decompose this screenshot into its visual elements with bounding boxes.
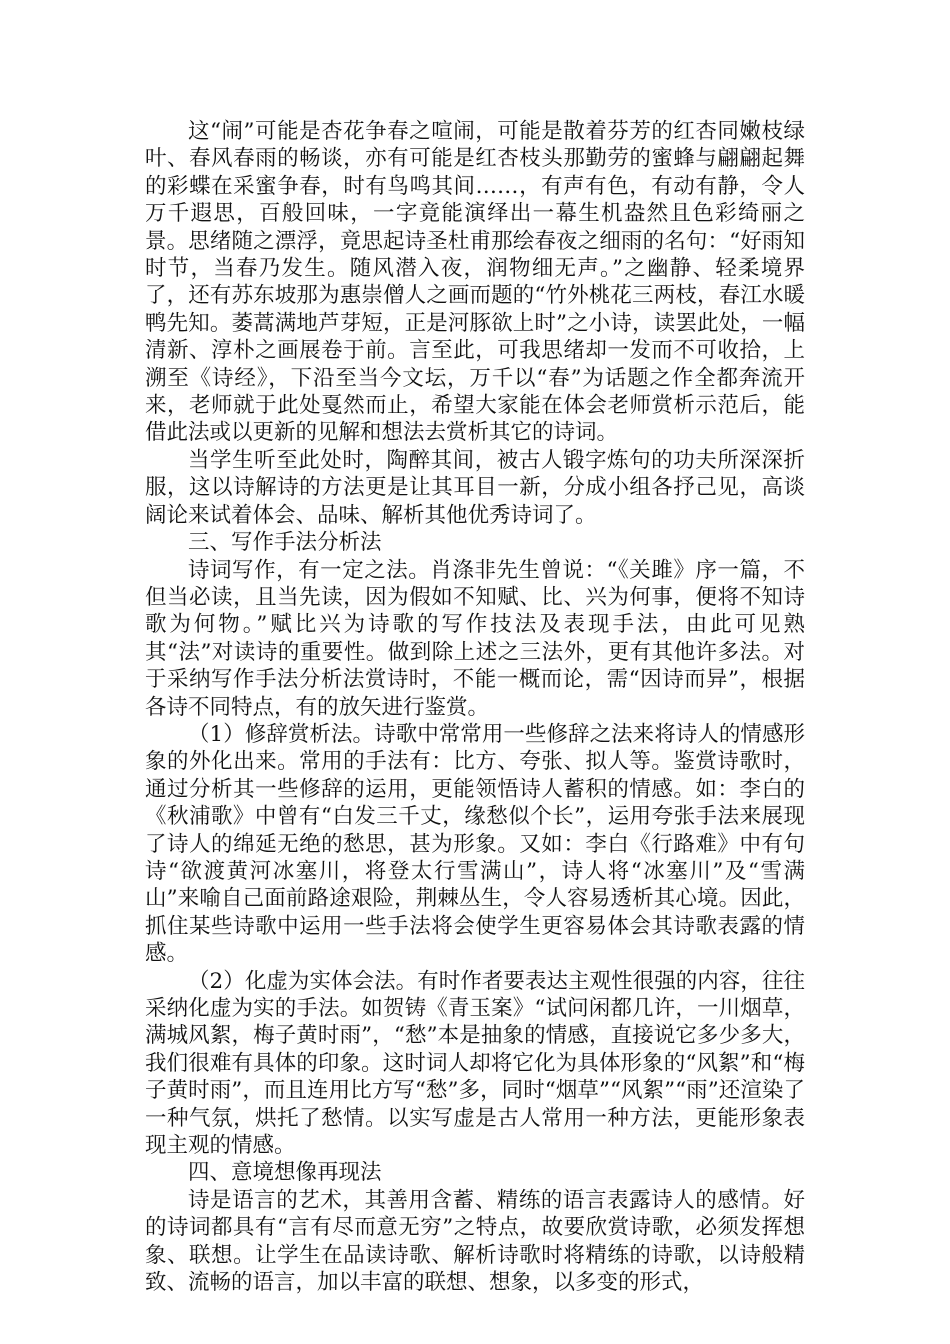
paragraph-student-reaction: 当学生听至此处时，陶醉其间，被古人锻字炼句的功夫所深深折服，这以诗解诗的方法更是让其耳目一新，分成小组各抒己见，高谈阔论来试着体会、品味、解析其他优秀诗词了。 (145, 447, 805, 528)
paragraph-imagery-intro: 诗是语言的艺术，其善用含蓄、精练的语言表露诗人的感情。好的诗词都具有“言有尽而意无穷”之特点，故要欣赏诗歌，必须发挥想象、联想。让学生在品读诗歌、解析诗歌时将精练的诗歌，以诗般精致、流畅的语言，加以丰富的联想、想象，以多变的形式， (145, 1187, 805, 1296)
document-body (145, 118, 805, 1296)
paragraph-abstract-to-concrete: （2）化虚为实体会法。有时作者要表达主观性很强的内容，往往采纳化虚为实的手法。如贺铸《青玉案》“试问闲都几许，一川烟草，满城风絮，梅子黄时雨”，“愁”本是抽象的情感，直接说它多少多大，我们很难有具体的印象。这时词人却将它化为具体形象的“风絮”和“梅子黄时雨”，而且连用比方写“愁”多，同时“烟草”“风絮”“雨”还渲染了一种气氛，烘托了愁情。以实写虚是古人常用一种方法，更能形象表现主观的情感。 (145, 968, 805, 1159)
paragraph-rhetoric-method: （1）修辞赏析法。诗歌中常常用一些修辞之法来将诗人的情感形象的外化出来。常用的手法有：比方、夸张、拟人等。鉴赏诗歌时，通过分析其一些修辞的运用，更能领悟诗人蓄积的情感。如：李白的《秋浦歌》中曾有“白发三千丈，缘愁似个长”，运用夸张手法来展现了诗人的绵延无绝的愁思，甚为形象。又如：李白《行路难》中有句诗“欲渡黄河冰塞川，将登太行雪满山”，诗人将“冰塞川”及“雪满山”来喻自己面前路途艰险，荆棘丛生，令人容易透析其心境。因此，抓住某些诗歌中运用一些手法将会使学生更容易体会其诗歌表露的情感。 (145, 721, 805, 967)
section-heading-imagery: 四、意境想像再现法 (188, 1160, 382, 1186)
paragraph-writing-technique-intro: 诗词写作，有一定之法。肖涤非先生曾说：“《关雎》序一篇，不但当必读，且当先读，因为假如不知赋、比、兴为何事，便将不知诗歌为何物。”赋比兴为诗歌的写作技法及表现手法，由此可见熟其“法”对读诗的重要性。做到除上述之三法外，更有其他许多法。对于采纳写作手法分析法赏诗时，不能一概而论，需“因诗而异”，根据各诗不同特点，有的放矢进行鉴赏。 (145, 557, 805, 720)
paragraph-nao-analysis: 这“闹”可能是杏花争春之喧闹，可能是散着芬芳的红杏同嫩枝绿叶、春风春雨的畅谈，亦有可能是红杏枝头那勤劳的蜜蜂与翩翩起舞的彩蝶在采蜜争春，时有鸟鸣其间……，有声有色，有动有静，令人万千遐思，百般回味，一字竟能演绎出一幕生机盎然且色彩绮丽之景。思绪随之漂浮，竟思起诗圣杜甫那绘春夜之细雨的名句：“好雨知时节，当春乃发生。随风潜入夜，润物细无声。”之幽静、轻柔境界了，还有苏东坡那为惠崇僧人之画而题的“竹外桃花三两枝，春江水暖鸭先知。萎蒿满地芦芽短，正是河豚欲上时”之小诗，读罢此处，一幅清新、淳朴之画展卷于前。言至此，可我思绪却一发而不可收拾，上溯至《诗经》，下沿至当今文坛，万千以“春”为话题之作全都奔流开来，老师就于此处戛然而止，希望大家能在体会老师赏析示范后，能借此法或以更新的见解和想法去赏析其它的诗词。 (145, 119, 805, 446)
section-heading-writing-technique: 三、写作手法分析法 (188, 530, 382, 556)
